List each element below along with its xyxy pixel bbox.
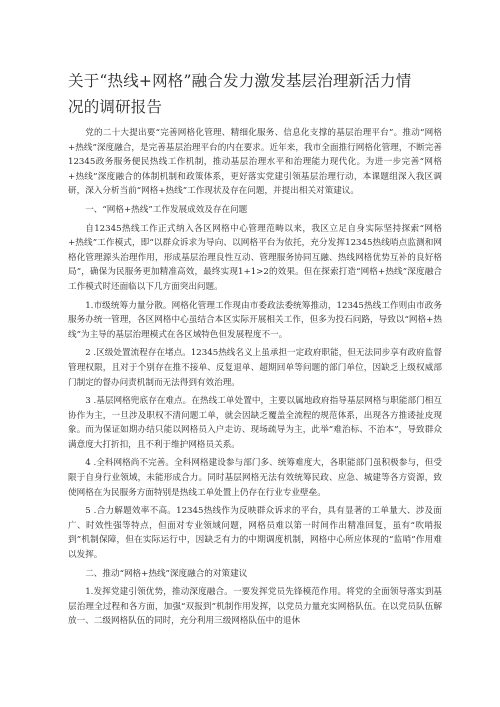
issue-paragraph-3: 3 .基层网格兜底存在难点。在热线工单处置中，主要以属地政府指导基层网格与职能部门相互协作为主，一旦涉及职权不清问题工单，就会因缺乏覆盖全流程的规范体系，出现各方推诿扯皮现象。而为保证如期办结只能以网格员入户走访、现场疏导为主，此举“难治标、不治本”，导致群众满意度大打折扣，且不利于维护网格员关系。 [68,396,442,450]
intro-paragraph: 党的二十大提出要“完善网格化管理、精细化服务、信息化支撑的基层治理平台”。推动“网格+热线”深度融合，是完善基层治理平台的内在要求。近年来，我市全面推行网格化管理，不断完善12345政务服务便民热线工作机制，推动基层治理水平和治理能力现代化。为进一步完善“网格+热线”深度融合的体制机制和政策体系，更好落实党建引领基层治理行动，本课题组深入我区调研，深入分析当前“网格+热线”工作现状及存在问题，并提出相关对策建议。 [68,128,442,197]
title-line-1: 关于“热线+网格”融合发力激发基层治理新活力情 [68,72,412,90]
suggestion-paragraph-1: 1.发挥党建引领优势，推动深度融合。一要发挥党员先锋模范作用。将党的全面领导落实到基层治理全过程和各方面，加强“双报到”机制作用发挥，以党员力量充实网格队伍。在以党员队伍解放一、二级网格队伍的同时，充分利用三级网格队伍中的退休 [68,587,442,627]
section1-paragraph: 自12345热线工作正式纳入各区网格中心管理范畴以来，我区立足自身实际坚持探索“网格+热线”工作模式，即“以群众诉求为导向、以网格平台为依托，充分发挥12345热线哨点监测和网格化管理源头治理作用，形成基层治理良性互动、管理服务协同互融、热线网格优势互补的良好格局”，确保为民服务更加精准高效，最终实现1+1>2的效果。但在探索打造“网格+热线”深度融合工作模式时还面临以下几方面突出问题。 [68,223,442,292]
document-title [68,68,442,120]
section-heading-1: 一、“网格+热线”工作发展成效及存在问题 [85,204,248,215]
issue-paragraph-2: 2 .区级处置流程存在堵点。12345热线名义上虽承担一定政府职能，但无法同步享有政府监督管理权限，且对于个别存在推不接单、反复退单、超期回单等问题的部门单位，因缺乏上级权威部门制定的督办问责机制而无法得到有效治理。 [68,348,442,388]
issue-paragraph-4: 4 .全科网格尚不完善。全科网格建设参与部门多、统筹难度大，各职能部门虽积极参与，但受限于自身行业领域，未能形成合力。同时基层网格无法有效统筹民政、应急、城建等各方资源，致使网格在为民服务方面特别是热线工单处置上仍存在行业专业壁垒。 [68,458,442,498]
title-line-2: 况的调研报告 [68,98,163,116]
issue-paragraph-5: 5 .合力解题效率不高。12345热线作为反映群众诉求的平台，具有显著的工单量大、涉及面广、时效性强等特点，但面对专业领域问题，网格员难以第一时间作出精准回复，虽有“吹哨报到”机制保障，但在实际运行中，因缺乏有力的中期调度机制，网格中心所应体现的“监哨”作用难以发挥。 [68,506,442,561]
section-heading-2: 二、推动“网格+热线”深度融合的对策建议 [85,568,248,579]
issue-paragraph-1: 1.市级统筹力量分散。网格化管理工作现由市委政法委统筹推动，12345热线工作则由市政务服务办统一管理，各区网格中心虽结合本区实际开展相关工作，但多为投石问路，导致以“网格+热线”为主导的基层治理模式在各区域特色但发展程度不一。 [68,300,442,340]
